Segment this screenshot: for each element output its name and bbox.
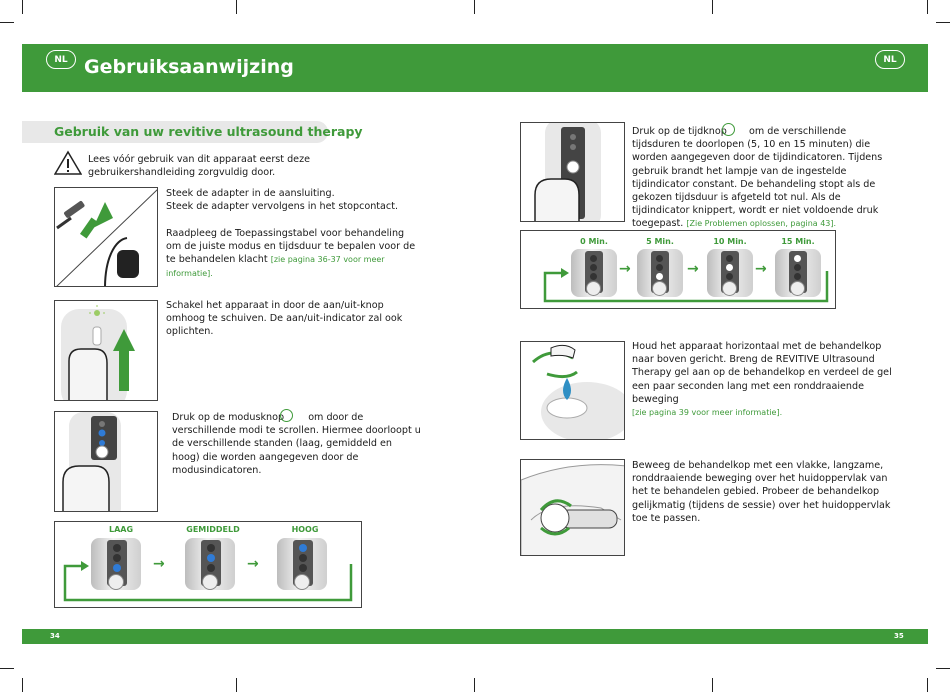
mode-label-mid: GEMIDDELD [186,525,240,534]
section-title: Gebruik van uw revitive ultrasound therapy [54,124,363,139]
gel-application-image [520,341,625,440]
power-switch-image [54,300,158,401]
language-badge-left: NL [46,50,76,69]
clock-icon [722,123,735,136]
treatment-motion-image [520,459,625,556]
step-adapter-3-text: Raadpleeg de Toepassingstabel voor behandeling om de juiste modus en tijdsduur te bepalen voor de te behandelen klacht [166,228,416,266]
time-label-0: 0 Min. [580,237,608,246]
timer-button-image [520,122,625,222]
step-adapter-1: Steek de adapter in de aansluiting. [166,188,335,199]
step-gel [632,340,894,419]
arrow-right-icon: → [755,261,767,277]
time-strip [520,230,836,309]
step-adapter-3-ref: [zie pagina 36-37 voor meer informatie]. [166,255,385,278]
time-label-15: 15 Min. [781,237,815,246]
mode-label-high: HOOG [291,525,319,534]
step-adapter-3 [166,227,416,280]
step-timer-ref: [Zie Problemen oplossen, pagina 43]. [686,219,837,229]
step-timer-text-b: om de verschillende tijdsduren te doorlopen (5, 10 en 15 minuten) die worden aangegeven door de tijdindicatoren. Tijdens gebruik brandt het lampje van de ingestelde tijdindicator constant. De behandeling stopt als de gekozen tijdsduur is afgeteld tot nul. Als de tijdindicator knippert, wordt er niet voldoende druk toegepast. [632,126,883,230]
warning-icon [54,150,82,175]
language-badge-right: NL [875,50,905,69]
arrow-right-icon: → [153,556,165,572]
mode-label-low: LAAG [108,525,134,534]
loop-arrow-icon [55,522,363,609]
page-title: Gebruiksaanwijzing [84,56,294,78]
step-timer-text-a: Druk op de tijdknop [632,126,727,137]
step-gel-text: Houd het apparaat horizontaal met de behandelkop naar boven gericht. Breng de REVITIVE Ultrasound Therapy gel aan op de behandelkop en verdeel de gel een paar seconden lang met een ronddraaiende beweging [632,341,892,405]
time-label-5: 5 Min. [646,237,674,246]
arrow-right-icon: → [619,261,631,277]
step-mode-text-b: om door de verschillende modi te scrollen. Hiermee doorloopt u de verschillende standen (laag, gemiddeld en hoog) die worden aangegeven door de modusindicatoren. [172,412,421,476]
arrow-right-icon: → [687,261,699,277]
arrow-right-icon: → [247,556,259,572]
footer-bar [22,629,928,644]
step-adapter-2: Steek de adapter vervolgens in het stopcontact. [166,201,399,212]
mode-strip [54,521,362,608]
loop-arrow-icon [521,231,837,310]
step-mode-text-a: Druk op de modusknop [172,412,285,423]
mode-button-image [54,411,158,512]
step-gel-ref: [zie pagina 39 voor meer informatie]. [632,408,783,418]
step-timer [632,125,894,231]
step-mode [172,411,422,477]
page-number-right: 35 [894,632,904,640]
time-label-10: 10 Min. [713,237,747,246]
adapter-image [54,187,158,287]
warning-text: Lees vóór gebruik van dit apparaat eerst deze gebruikershandleiding zorgvuldig door. [88,154,311,179]
step-power: Schakel het apparaat in door de aan/uit-knop omhoog te schuiven. De aan/uit-indicator zal ook oplichten. [166,300,403,338]
page-number-left: 34 [50,632,60,640]
step-treatment: Beweeg de behandelkop met een vlakke, langzame, ronddraaiende beweging over het huidoppervlak van het te behandelen gebied. Probeer de behandelkop gelijkmatig (tijdens de sessie) over het huidoppervlak toe te passen. [632,460,891,524]
mode-icon [280,409,293,422]
